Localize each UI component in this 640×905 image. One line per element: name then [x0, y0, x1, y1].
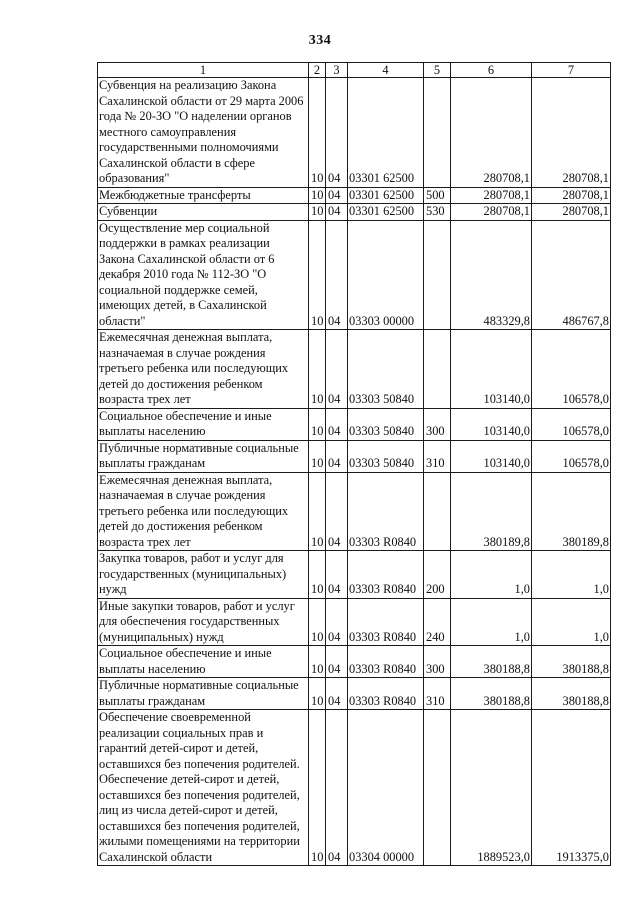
table-row [98, 330, 611, 409]
row-name: Иные закупки товаров, работ и услуг для обеспечения государственных (муниципальных) нужд [98, 598, 309, 646]
row-subsection: 04 [326, 408, 348, 440]
table-row [98, 551, 611, 599]
row-name: Субвенции [98, 204, 309, 221]
row-expense-type: 310 [424, 440, 451, 472]
row-sum-year-1: 1,0 [451, 551, 532, 599]
row-sum-year-1: 380188,8 [451, 678, 532, 710]
row-sum-year-2: 1,0 [532, 598, 611, 646]
row-sum-year-2: 1913375,0 [532, 710, 611, 866]
row-expense-type: 300 [424, 408, 451, 440]
row-name: Ежемесячная денежная выплата, назначаемая в случае рождения третьего ребенка или последующих детей до достижения ребенком возраста трех лет [98, 472, 309, 551]
table-row [98, 646, 611, 678]
row-target-code: 03304 00000 [348, 710, 424, 866]
row-name: Закупка товаров, работ и услуг для государственных (муниципальных) нужд [98, 551, 309, 599]
row-expense-type [424, 710, 451, 866]
table-row [98, 78, 611, 188]
table-row [98, 204, 611, 221]
row-name: Субвенция на реализацию Закона Сахалинской области от 29 марта 2006 года № 20-ЗО "О наделении органов местного самоуправления государственными полномочиями Сахалинской области в сфере образования" [98, 78, 309, 188]
row-name: Ежемесячная денежная выплата, назначаемая в случае рождения третьего ребенка или последующих детей до достижения ребенком возраста трех лет [98, 330, 309, 409]
row-sum-year-2: 106578,0 [532, 330, 611, 409]
row-expense-type: 300 [424, 646, 451, 678]
row-expense-type: 200 [424, 551, 451, 599]
row-expense-type: 310 [424, 678, 451, 710]
row-subsection: 04 [326, 330, 348, 409]
row-section: 10 [309, 440, 326, 472]
row-expense-type [424, 330, 451, 409]
row-target-code: 03303 50840 [348, 408, 424, 440]
row-sum-year-1: 1,0 [451, 598, 532, 646]
table-row [98, 408, 611, 440]
row-subsection: 04 [326, 472, 348, 551]
table-row [98, 678, 611, 710]
row-target-code: 03303 50840 [348, 330, 424, 409]
row-section: 10 [309, 646, 326, 678]
table-row [98, 187, 611, 204]
row-sum-year-1: 280708,1 [451, 187, 532, 204]
row-expense-type [424, 220, 451, 330]
row-sum-year-1: 280708,1 [451, 204, 532, 221]
table-row [98, 598, 611, 646]
header-col-5: 5 [424, 63, 451, 78]
header-col-3: 3 [326, 63, 348, 78]
row-subsection: 04 [326, 204, 348, 221]
row-sum-year-1: 103140,0 [451, 330, 532, 409]
row-name: Осуществление мер социальной поддержки в рамках реализации Закона Сахалинской области от 6 декабря 2010 года № 112-ЗО "О социальной поддержке семей, имеющих детей, в Сахалинской области" [98, 220, 309, 330]
row-sum-year-1: 380189,8 [451, 472, 532, 551]
row-subsection: 04 [326, 678, 348, 710]
row-sum-year-2: 106578,0 [532, 408, 611, 440]
row-section: 10 [309, 408, 326, 440]
row-target-code: 03303 R0840 [348, 472, 424, 551]
row-section: 10 [309, 710, 326, 866]
row-sum-year-1: 103140,0 [451, 408, 532, 440]
row-expense-type: 500 [424, 187, 451, 204]
row-sum-year-2: 280708,1 [532, 78, 611, 188]
table-row [98, 710, 611, 866]
row-subsection: 04 [326, 598, 348, 646]
header-row [98, 63, 611, 78]
header-col-1: 1 [98, 63, 309, 78]
row-target-code: 03301 62500 [348, 187, 424, 204]
row-name: Социальное обеспечение и иные выплаты населению [98, 408, 309, 440]
header-col-7: 7 [532, 63, 611, 78]
row-subsection: 04 [326, 220, 348, 330]
row-target-code: 03303 R0840 [348, 646, 424, 678]
row-sum-year-2: 280708,1 [532, 204, 611, 221]
row-target-code: 03303 R0840 [348, 551, 424, 599]
row-section: 10 [309, 551, 326, 599]
table-row [98, 440, 611, 472]
row-sum-year-2: 380188,8 [532, 678, 611, 710]
table-row [98, 472, 611, 551]
row-section: 10 [309, 472, 326, 551]
row-sum-year-1: 103140,0 [451, 440, 532, 472]
row-sum-year-2: 486767,8 [532, 220, 611, 330]
row-expense-type: 240 [424, 598, 451, 646]
row-name: Публичные нормативные социальные выплаты гражданам [98, 678, 309, 710]
row-sum-year-1: 280708,1 [451, 78, 532, 188]
header-col-6: 6 [451, 63, 532, 78]
row-section: 10 [309, 220, 326, 330]
row-sum-year-2: 106578,0 [532, 440, 611, 472]
row-section: 10 [309, 598, 326, 646]
row-sum-year-2: 280708,1 [532, 187, 611, 204]
row-subsection: 04 [326, 78, 348, 188]
row-expense-type: 530 [424, 204, 451, 221]
row-section: 10 [309, 78, 326, 188]
row-expense-type [424, 472, 451, 551]
row-section: 10 [309, 678, 326, 710]
table-body [98, 78, 611, 866]
row-subsection: 04 [326, 440, 348, 472]
row-target-code: 03301 62500 [348, 204, 424, 221]
page-number: 334 [308, 33, 332, 48]
row-sum-year-2: 380188,8 [532, 646, 611, 678]
header-col-4: 4 [348, 63, 424, 78]
row-target-code: 03303 50840 [348, 440, 424, 472]
row-target-code: 03301 62500 [348, 78, 424, 188]
row-sum-year-2: 1,0 [532, 551, 611, 599]
row-target-code: 03303 R0840 [348, 678, 424, 710]
row-name: Обеспечение своевременной реализации социальных прав и гарантий детей-сирот и детей, оставшихся без попечения родителей. Обеспечение детей-сирот и детей, оставшихся без попечения родителей, лиц из числа детей-сирот и детей, оставшихся без попечения родителей, жилыми помещениями на территории Сахалинской области [98, 710, 309, 866]
row-subsection: 04 [326, 187, 348, 204]
row-section: 10 [309, 187, 326, 204]
budget-table [97, 62, 611, 866]
table-header [98, 63, 611, 78]
table-row [98, 220, 611, 330]
row-name: Межбюджетные трансферты [98, 187, 309, 204]
row-target-code: 03303 00000 [348, 220, 424, 330]
row-subsection: 04 [326, 551, 348, 599]
row-name: Публичные нормативные социальные выплаты гражданам [98, 440, 309, 472]
row-expense-type [424, 78, 451, 188]
row-section: 10 [309, 204, 326, 221]
row-sum-year-1: 483329,8 [451, 220, 532, 330]
row-target-code: 03303 R0840 [348, 598, 424, 646]
row-subsection: 04 [326, 646, 348, 678]
row-subsection: 04 [326, 710, 348, 866]
row-sum-year-1: 380188,8 [451, 646, 532, 678]
header-col-2: 2 [309, 63, 326, 78]
row-section: 10 [309, 330, 326, 409]
row-sum-year-2: 380189,8 [532, 472, 611, 551]
row-sum-year-1: 1889523,0 [451, 710, 532, 866]
row-name: Социальное обеспечение и иные выплаты населению [98, 646, 309, 678]
